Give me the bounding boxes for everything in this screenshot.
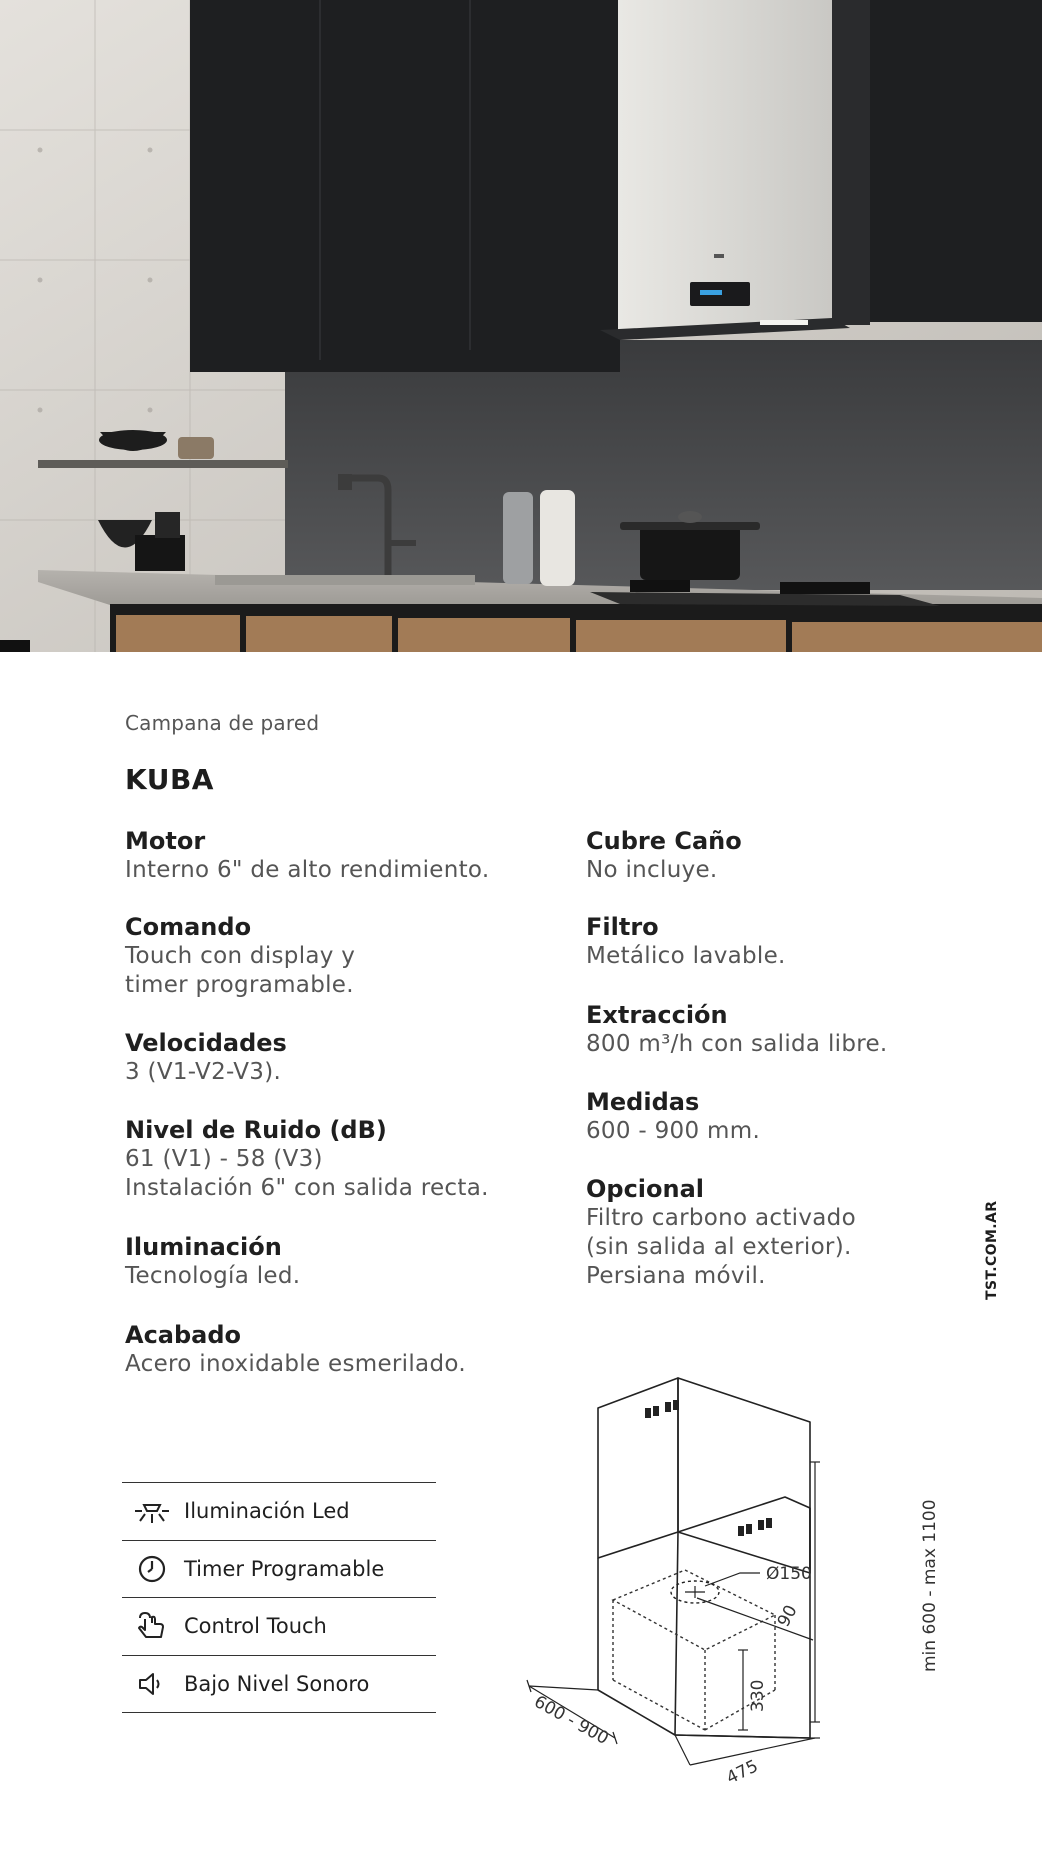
spec-value: Instalación 6" con salida recta. — [125, 1175, 489, 1201]
spec-value: Tecnología led. — [125, 1263, 301, 1289]
spec-iluminacion — [125, 1232, 545, 1291]
spec-value: 600 - 900 mm. — [586, 1118, 761, 1144]
spec-value: 800 m³/h con salida libre. — [586, 1031, 888, 1057]
dim-duct-diameter: Ø150 — [766, 1564, 812, 1584]
spec-label: Cubre Caño — [586, 827, 742, 855]
spec-value: 61 (V1) - 58 (V3) — [125, 1146, 323, 1172]
spec-velocidades — [125, 1028, 545, 1087]
spec-opcional — [586, 1174, 1006, 1291]
clock-icon — [122, 1549, 182, 1589]
spec-label: Acabado — [125, 1321, 242, 1349]
spec-label: Velocidades — [125, 1029, 287, 1057]
dim-total-height: min 600 - max 1100 — [920, 1499, 940, 1672]
spec-comando — [125, 912, 545, 1000]
feature-timer — [122, 1541, 436, 1599]
spec-motor — [125, 826, 545, 885]
feature-touch — [122, 1598, 436, 1656]
spec-extraccion — [586, 1000, 1006, 1059]
dim-offset: 90 — [773, 1601, 802, 1631]
spec-label: Filtro — [586, 913, 659, 941]
spec-value: Acero inoxidable esmerilado. — [125, 1351, 466, 1377]
spec-value: Interno 6" de alto rendimiento. — [125, 857, 490, 883]
dim-depth: 475 — [723, 1756, 762, 1789]
product-category: Campana de pared — [125, 711, 320, 735]
spec-medidas — [586, 1087, 1006, 1146]
spec-filtro — [586, 912, 1006, 971]
spec-value: Metálico lavable. — [586, 943, 786, 969]
spec-label: Opcional — [586, 1175, 705, 1203]
spec-value: timer programable. — [125, 972, 354, 998]
feature-label: Iluminación Led — [184, 1499, 350, 1524]
spec-label: Medidas — [586, 1088, 700, 1116]
touch-hand-icon — [122, 1606, 182, 1646]
spec-value: Touch con display y — [125, 943, 356, 969]
feature-label: Bajo Nivel Sonoro — [184, 1671, 370, 1696]
product-title: KUBA — [125, 763, 214, 796]
spec-cubre-cano — [586, 826, 1006, 885]
spec-label: Iluminación — [125, 1233, 282, 1261]
spec-label: Nivel de Ruido (dB) — [125, 1116, 387, 1144]
spec-nivel-ruido — [125, 1115, 545, 1203]
spec-value: 3 (V1-V2-V3). — [125, 1059, 282, 1085]
technical-drawing — [530, 1360, 965, 1790]
spec-value: Persiana móvil. — [586, 1263, 766, 1289]
feature-label: Timer Programable — [184, 1556, 385, 1581]
feature-label: Control Touch — [184, 1614, 327, 1639]
feature-led — [122, 1483, 436, 1541]
spec-value: No incluye. — [586, 857, 718, 883]
led-light-icon — [122, 1491, 182, 1531]
dim-height: 330 — [748, 1679, 768, 1712]
spec-value: Filtro carbono activado — [586, 1205, 856, 1231]
dim-width: 600 - 900 — [530, 1691, 612, 1750]
spec-label: Motor — [125, 827, 206, 855]
speaker-icon — [122, 1664, 182, 1704]
hero-kitchen-photo — [0, 0, 1042, 652]
features-list — [122, 1482, 436, 1713]
spec-acabado — [125, 1320, 545, 1379]
spec-value: (sin salida al exterior). — [586, 1234, 852, 1260]
feature-sound — [122, 1656, 436, 1714]
brand-website: TST.COM.AR — [984, 1200, 1000, 1300]
spec-label: Comando — [125, 913, 252, 941]
spec-label: Extracción — [586, 1001, 728, 1029]
